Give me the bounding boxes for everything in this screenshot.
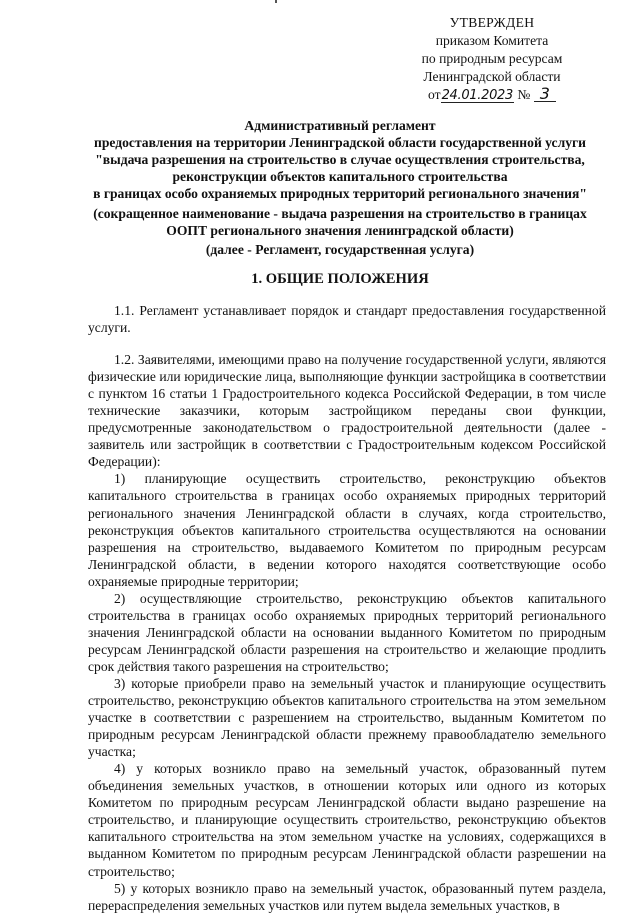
approval-line-1: приказом Комитета (435, 33, 549, 48)
approval-number-sign: № (517, 87, 531, 102)
approval-line-2: по природным ресурсам (421, 51, 563, 66)
approval-date-prefix: от (428, 87, 441, 102)
document-body (88, 302, 606, 914)
title-line-5: в границах особо охраняемых природных территорий регионального значения" (93, 186, 587, 201)
scan-speck (275, 0, 277, 3)
list-item-1: 1) планирующие осуществить строительство, реконструкцию объектов капитального строительства в границах особо охраняемых природных территорий регионального значения Ленинградской области в случаях, когда строительство, реконструкция объектов капитального строительства осуществляются на основании разрешения на строительство, выдаваемого Комитетом по природным ресурсам Ленинградской области, в ведении которого находятся соответствующие особо охраняемые природные территории; (88, 471, 606, 589)
approval-title: УТВЕРЖДЕН (449, 15, 535, 30)
short-name-line-2: ООПТ регионального значения ленинградской области) (166, 223, 514, 238)
handwritten-date: 24.01.2023 (441, 88, 513, 103)
title-line-1: Административный регламент (244, 118, 436, 133)
handwritten-number: 3 (534, 87, 556, 102)
approval-line-3: Ленинградской области (423, 69, 561, 84)
list-item-3: 3) которые приобрели право на земельный участок и планирующие осуществить строительство, реконструкцию объектов капитального строительства на этом земельном участке в соответствии с разрешением на строительство, выданным Комитетом по природным ресурсам Ленинградской области прежнему правообладателю земельного участка; (88, 675, 606, 760)
title-line-2: предоставления на территории Ленинградской области государственной услуги (93, 135, 587, 150)
section-heading: 1. ОБЩИЕ ПОЛОЖЕНИЯ (251, 271, 429, 287)
title-line-3: "выдача разрешения на строительство в случае осуществления строительства, (95, 152, 585, 167)
list-item-5: 5) у которых возникло право на земельный участок, образованный путем раздела, перераспределения земельных участков или путем выдела земельных участков, в (88, 880, 606, 913)
short-name-block (60, 205, 620, 239)
title-line-4: реконструкции объектов капитального строительства (172, 169, 508, 184)
short-name-line-1: (сокращенное наименование - выдача разрешения на строительство в границах (93, 206, 587, 221)
further-reference: (далее - Регламент, государственная услуга) (205, 242, 475, 257)
paragraph-1-2: 1.2. Заявителями, имеющими право на получение государственной услуги, являются физические или юридические лица, выполняющие функции застройщика в соответствии с пунктом 16 статьи 1 Градостроительного кодекса Российской Федерации, в том числе технические заказчики, которым застройщиком переданы свои функции, предусмотренные законодательством о градостроительной деятельности (далее - заявитель или застройщик в соответствии с Градостроительным кодексом Российской Федерации): (88, 352, 606, 470)
regulation-title (60, 117, 620, 202)
list-item-4: 4) у которых возникло право на земельный участок, образованный путем объединения земельных участков, в отношении которых или одного из которых Комитетом по природным ресурсам Ленинградской области выдано разрешение на строительство, и планирующие осуществить строительство, реконструкцию объектов капитального строительства на этом земельном участке на условиях, содержащихся в выданном Комитетом по природным ресурсам Ленинградской области разрешении на строительство; (88, 761, 606, 879)
approval-block (392, 14, 592, 104)
approval-date-line (392, 86, 592, 104)
list-item-2: 2) осуществляющие строительство, реконструкцию объектов капитального строительства в границах особо охраняемых природных территорий регионального значения Ленинградской области на основании выданного Комитетом по природным ресурсам Ленинградской области разрешения на строительство и желающие продлить срок действия такого разрешения на строительство; (88, 590, 606, 674)
paragraph-1-1: 1.1. Регламент устанавливает порядок и стандарт предоставления государственной услуги. (88, 303, 606, 336)
